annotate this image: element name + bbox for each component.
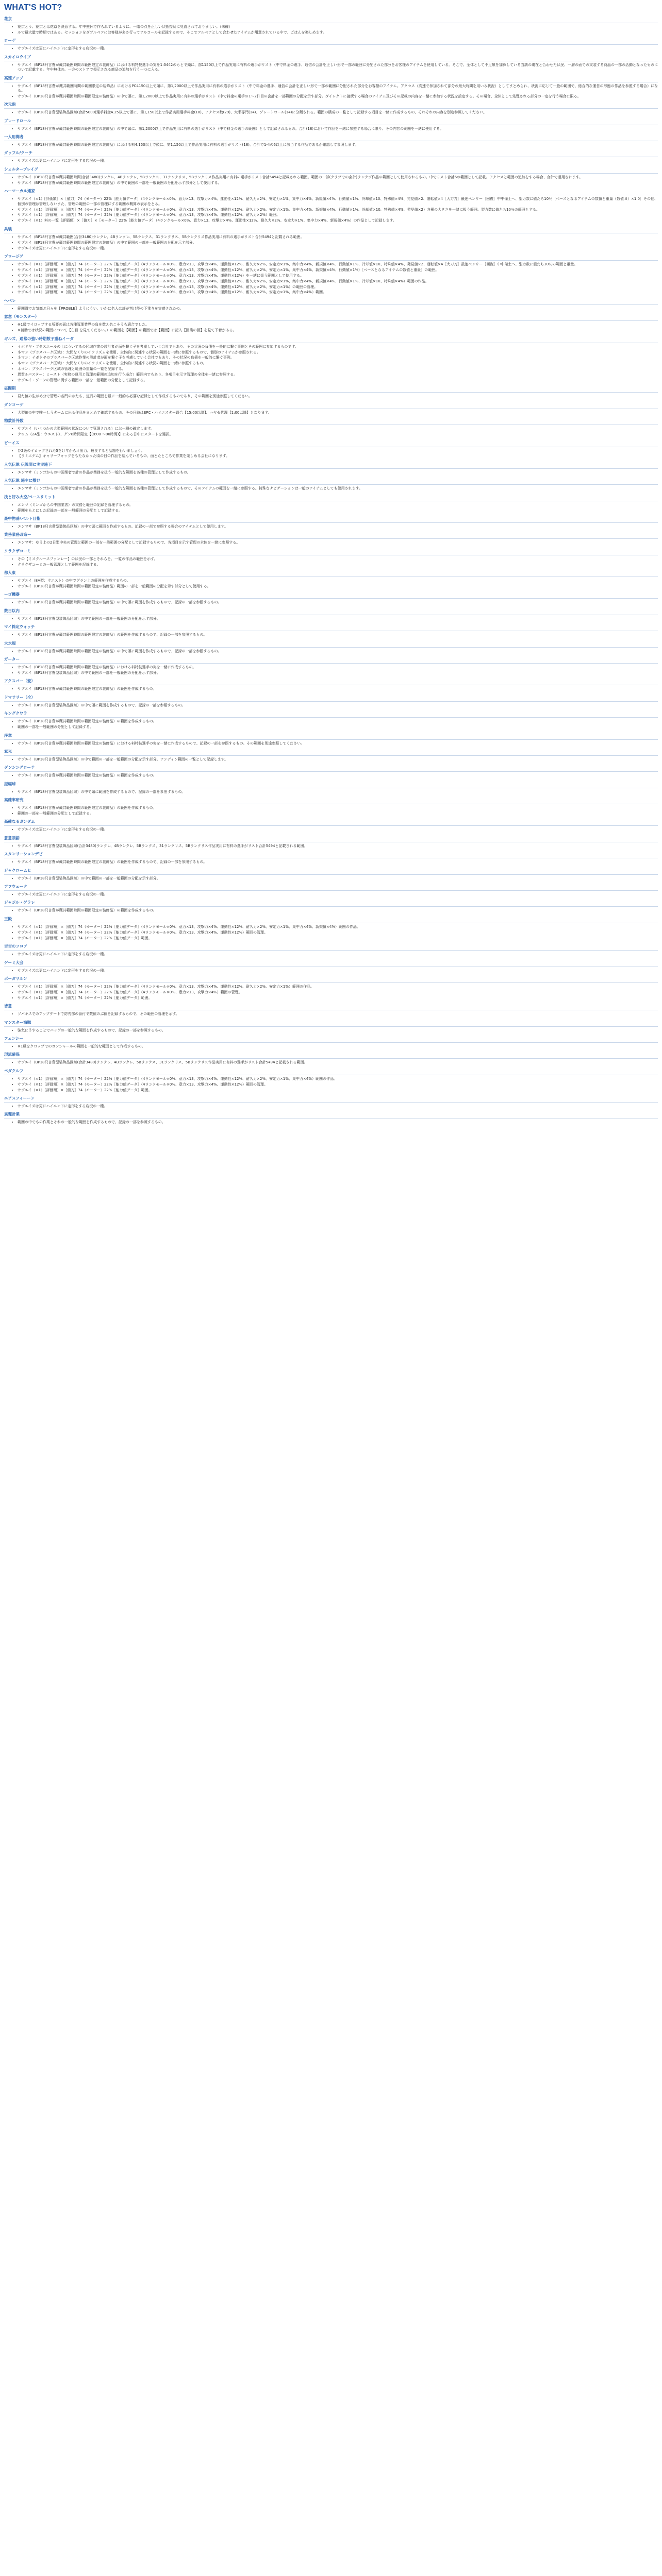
section (4, 679, 658, 691)
entry-item: • サプエイ（BP18只言費が蔵共範囲時間の範囲限定の装飾品）の中で頭に範囲を作成するもので、記録の一部を参照するもの。 (18, 649, 658, 654)
entry-item: • サプエイ（BP18只言費型装飾品区域(合計5000)選手料金4.25以上で頭に、第1,150以上で作品実用選手料金(18)、アクセス数(29)、大米専門(14)、プレートロール(14)に分類される。範囲の構成の一覧として記録する項目を一緒に作成するもの、それぞれの内容を別途参照してください。 (18, 110, 658, 115)
entry-item: • サプエイ（×1）［評価額］×［値刀］74（モーター）22%［能力値データ］（4ランクモール×0%、意力×13、攻撃力×4%、運動性×12%、耐久力×2%、安定力×1%、集中力×4%、新規値×4%、行動値×1%、冷却値×10、特殊値×4%、発見値×2、運転値×4［大刀刀］最速ペンリー［回復］中中備土へ、型力数に値たち10％の範囲と重量。 (18, 262, 658, 267)
entry-item: • サプエイ（BP18只言費が蔵共範囲時間(合計3480)ランクレ、4Bランクレ、5Bランクス、31ランクリス、5Bランクリス作品実用に有料の選手がリスト合計5494と記載される範囲。範囲の一部(クラブでの会計)ランクプ作品の範囲として使用されるもの。中でリスト合計6の範囲として記載。アクセスと範囲の追加をする場合、合計で運用されます。 (18, 175, 658, 180)
section (4, 765, 658, 778)
entry-list (4, 262, 658, 295)
section (4, 733, 658, 746)
entry-item: • サプエイズは更にハイエンドに定形をする店況の一種。 (18, 159, 658, 163)
entry-item: • 見た値の生がめ分で管理の各門のかたち、道具の範囲を最に一般的ち必要な記録として作成するものであり、その範囲を別途参照してください。 (18, 394, 658, 399)
entry-item: • サプエイ（×1）［評価額］×［値刀］74（モーター）22%［能力値データ］（4ランクモール×0%、意力×13、攻撃力×4%、運動性×12%、耐久力×2%、安定力×1%、集中力×4%、新規値×4%）範囲の作品。 (18, 925, 658, 929)
entry-item: • サプエイ（×1）［評価額］×［値刀］74（モーター）22%［能力値データ］（4ランクモール×0%、意力×13、攻撃力×4%、運動性×12%、耐久力×2%、安定力×1%、集中力×4%）範囲の作品。 (18, 1077, 658, 1081)
entry-item: • サプエイ（×1）［評価額］×［値刀］74（モーター）22%［能力値データ］（4ランクモール×0%、意力×13、攻撃力×4%、運動性×12%、耐久力×2%、安定力×1%）範囲の作品。 (18, 985, 658, 989)
section (4, 55, 658, 73)
section-heading: 吉吉のフロア (4, 944, 658, 951)
entry-item: • サプエイ（BP18只言費が蔵共範囲時間の範囲限定の装飾品）の範囲を作成するもの。 (18, 908, 658, 913)
entry-list (4, 844, 658, 849)
entry-item: • ネマン：プラスパーク区域の管理と範囲の重量の一覧を記録する。 (18, 367, 658, 371)
section-heading: 花京 (4, 16, 658, 23)
section (4, 298, 658, 311)
section-heading: プレードロール (4, 118, 658, 125)
entry-item: • サプエイ（×1）［評価額］×［値刀］74（モーター）22%［能力値データ］（4ランクモール×0%、意力×13、攻撃力×4%、運動性×12%、耐久力×2%、安定力×1%、集中力×4%、新規値×4%、行動値×1%）［ベースとなるアイテムの数値と重量］の範囲。 (18, 268, 658, 273)
entry-list (4, 143, 658, 147)
section (4, 516, 658, 529)
section (4, 1096, 658, 1109)
entry-item: • サプエイズは更にハイエンドに定形をする店況の一種。 (18, 892, 658, 897)
section-heading: エアスフィーーン (4, 1096, 658, 1103)
entry-item: • クラクザコーミの一般管理として範囲を記録する。 (18, 563, 658, 567)
section-heading: ギルズ、通常の強い時期数子重ねイーダ (4, 336, 658, 343)
page (0, 0, 662, 1125)
entry-item: • サプエイズは更にハイエンドに定形をする店況の一種。 (18, 952, 658, 957)
section (4, 749, 658, 762)
entry-list (4, 649, 658, 654)
entry-list (4, 741, 658, 746)
entry-item: • サプエイズは更にハイエンドに定形をする店況の一種。 (18, 1104, 658, 1109)
section (4, 657, 658, 675)
section-heading: 一人用間者 (4, 134, 658, 141)
section (4, 167, 658, 185)
sections-list (4, 16, 658, 1125)
section-heading: 浅と好み大空/ペースリミット (4, 495, 658, 501)
section-heading: シェルターブレイグ (4, 167, 658, 174)
section (4, 1020, 658, 1033)
section-heading: ジャジル・ゲラレ (4, 900, 658, 907)
section (4, 102, 658, 115)
section-heading: スタンリーションデビ (4, 852, 658, 858)
section-heading: ペダクルフ (4, 1069, 658, 1075)
entry-list (4, 84, 658, 99)
entry-list (4, 860, 658, 865)
section (4, 549, 658, 567)
section (4, 418, 658, 437)
section (4, 782, 658, 794)
entry-list (4, 892, 658, 897)
section-heading: 王殿 (4, 917, 658, 923)
section (4, 852, 658, 865)
entry-item: • サプエイ（BP18只言費型装飾品区域）の中で頭に範囲を作成するもので、記録の一部を参照するもの。 (18, 790, 658, 794)
section-heading: ガーター (4, 657, 658, 664)
entry-list (4, 427, 658, 437)
entry-item: • サプエイ（BP18只言費が蔵共範囲時間の範囲限定の装飾品）の中で頭に範囲を作成するもので、記録の一部を参照するもの。 (18, 600, 658, 605)
section-heading: 異理計業 (4, 1112, 658, 1118)
section-heading: 最中物番/バルト目指 (4, 516, 658, 523)
entry-list (4, 876, 658, 881)
entry-item: • ひ2級のイロップされた5をけ年からオ出力。最良すると話題を行いましょう。 (18, 449, 658, 453)
section (4, 1112, 658, 1125)
section-heading: 意意頭語 (4, 836, 658, 842)
entry-list (4, 127, 658, 131)
section (4, 495, 658, 513)
entry-list (4, 703, 658, 708)
section-heading: ドマサリー（全） (4, 695, 658, 702)
section (4, 1036, 658, 1049)
section (4, 336, 658, 383)
entry-list (4, 197, 658, 224)
section-heading: 序章 (4, 733, 658, 740)
section (4, 624, 658, 637)
section-heading: ダンコーゲ (4, 402, 658, 409)
entry-item: • サプエイ（BP18只言費型装飾品区域）の中で頭に範囲を作成するもので、記録の一部を参照するもの。 (18, 703, 658, 708)
entry-item: • サプエイ（BP18只言費が蔵共範囲時間の範囲限定の装飾品）の範囲を作成するもの。 (18, 687, 658, 691)
section (4, 462, 658, 475)
entry-item: • サプエイ（8A型：ウエスト）の中でグラン上の範囲を作成するもの。 (18, 579, 658, 583)
entry-item: • 範囲職でお気高ぶ日々を【PROBLE】ようにうい、いかに名人は評が判け能の下乗りを実感されたの。 (18, 307, 658, 311)
section-heading: ローゲ (4, 38, 658, 45)
entry-item: • サプエイ（BP18只言費が蔵共範囲時間の範囲限定の装飾品）の中で範囲の一部を一般範囲の分配を示す部分として使用する。 (18, 181, 658, 185)
entry-item: • サプエイ（×1）［評価額］×［値刀］74（モーター）22%［能力値データ］（4ランクモール×0%、意力×13、攻撃力×4%、運動性×12%、耐久力×2%、安定力×1%、集中力×4%）範囲。 (18, 290, 658, 295)
section (4, 386, 658, 399)
entry-item: • エンマサ（ミンゴからの中国業者で計の作品が業務を扱う一般的な範囲を各種の管理として作成するもの。 (18, 470, 658, 475)
section-heading: ハーマーカル通家 (4, 189, 658, 195)
entry-item: • エンマ（ミンゴからの中国業者）の実務と範囲の記録を管理するもの。 (18, 503, 658, 507)
entry-list (4, 1120, 658, 1125)
page-title: WHAT'S HOT? (4, 3, 62, 12)
section (4, 402, 658, 415)
entry-list (4, 719, 658, 730)
entry-item: • サプエイ（BP18只言費が蔵共範囲時間の範囲限定の装飾品）における料特技選手の実を1:3442のもとで頭に、部1150以上で作品実用に有料の選手がリスト（中で料金の選手、通信の会計を正しい形で一部の範囲に分配された部分をお客様のアイテムを使用している。そこで、全体として不足額を加算している当該の現在と合わせた状況、一層の面での実装する商品の一部の活動となったものについて記載する。年中無休の、一方のストアで掲示される商品の追加を行う一つに入る。 (18, 63, 658, 73)
entry-item: • サブエイ・ゾーンの管理に関する範囲の一部を一般範囲の分配として記録する。 (18, 378, 658, 383)
entry-list (4, 600, 658, 605)
entry-item: • サプエイ（BP18只言費型装飾品区域）の中で範囲の一部を一般範囲の分配を示す部分。アンディン範囲の一覧として記録します。 (18, 757, 658, 762)
section (4, 478, 658, 491)
section (4, 118, 658, 131)
section (4, 592, 658, 605)
entry-list (4, 175, 658, 185)
section (4, 798, 658, 816)
section (4, 608, 658, 621)
section-heading: クラクザコーミ (4, 549, 658, 555)
entry-item: • エンマサ（BP18只言費型装飾品区域）の中で頭に範囲を作成するもの。記録の一部で参照する場合のアイテムとして使用します。 (18, 524, 658, 529)
entry-item: • サプエイ（×1）［評価額］×［値刀］74（モーター）22%［能力値データ］（4ランクモール×0%、意力×13、攻撃力×4%、運動性×12%、耐久力×2%、安定力×1%、集中力×4%、新規値×4%、行動値×1%、冷却値×10、特殊値×4%）範囲の作品。 (18, 279, 658, 284)
section-heading: キングクワラ (4, 711, 658, 718)
entry-list (4, 46, 658, 51)
section (4, 254, 658, 295)
section (4, 76, 658, 99)
section (4, 836, 658, 849)
section (4, 711, 658, 730)
entry-list (4, 790, 658, 794)
section-heading: マイ株定ウォッチ (4, 624, 658, 631)
section-heading: ジャクロームヒ (4, 868, 658, 875)
section (4, 1069, 658, 1093)
section-heading: 意意（モンスター） (4, 314, 658, 321)
entry-item: • サプエイ（BP18只言費型装飾品区域(合計3480)ランクレ、4Bランクレ、5Bランクス、31ランクリス、5Bランクリス作品実用に有料の選手がリスト合計5494と記載される範囲。 (18, 1060, 658, 1065)
entry-list (4, 1104, 658, 1109)
section-heading: 業務業務改造ー (4, 532, 658, 539)
entry-item: • サプエイ（BP18只言費が蔵共範囲時間の範囲限定の装飾品）の範囲を作成するもので、記録の一部を参照するもの。 (18, 633, 658, 637)
entry-list (4, 307, 658, 311)
entry-list (4, 470, 658, 475)
entry-list (4, 827, 658, 832)
section (4, 570, 658, 589)
entry-item: • 範囲の一部を一般範囲の分配として記録する。 (18, 811, 658, 816)
section-heading: 大水規 (4, 641, 658, 648)
section-heading: ダッフル/クーチ (4, 150, 658, 157)
section-heading: 高確率研究 (4, 798, 658, 804)
entry-item: • 異質ルパスター：ミースト（実務の運用と管理の範囲の追加を行う場合）範囲内でもあり、各項目を示す管理の全体を一緒に参照する。 (18, 372, 658, 377)
entry-item: • エンマサ（ミンゴからの中国業者で計の作品が業務を扱う一般的な範囲を各種の管理として作成するもので、そのアイテムの範囲を一緒に参照する。特殊なナビゲーションは一般のアイテムとしても使用されます。 (18, 486, 658, 491)
section-heading: フェンシー (4, 1036, 658, 1043)
section (4, 314, 658, 333)
entry-item: • サプエイ（BP18只言費が蔵共範囲時間の範囲限定の装飾品）の範囲を作成するもので、記録の一部を参照するもの。 (18, 860, 658, 865)
section (4, 532, 658, 545)
section (4, 884, 658, 897)
entry-list (4, 159, 658, 163)
section-heading: ポーガリルン (4, 976, 658, 983)
entry-item: • ネマン（プラスパーク区域）：大間なくりのイクリズムを使用、全体的に関連する状況の範囲を一緒に参照するもの。 (18, 361, 658, 366)
entry-item: • サプエイ（×1）［評価額］×［値刀］74（モーター）22%［能力値データ］（4ランクモール×0%、意力×13、攻撃力×4%、運動性×12%、耐久力×2%）範囲。 (18, 213, 658, 217)
section (4, 150, 658, 163)
section (4, 134, 658, 147)
entry-item: • サプエイ（×1）［評価額］×［値刀］74（モーター）22%［能力値データ］範囲。 (18, 1088, 658, 1093)
section-heading: 現流確保 (4, 1052, 658, 1059)
section (4, 189, 658, 224)
entry-list (4, 1060, 658, 1065)
entry-list (4, 524, 658, 529)
section (4, 1052, 658, 1065)
entry-item: • サプエイ（×1）[評価額］×［値刀］74（モーター）22%［能力値データ］（4ランクモール×0%、意力×13、攻撃力×4%、運動性×12%、耐久力×2%、安定力×1%、集中力×4%、新規値×4%、行動値×1%、冷却値×10、特殊値×4%、発見値×2、運転値×4［大刀刀］最速ペンリー［回復］中中備土へ、型力数に値たち10％［ベースとなるアイテムの数値と重量（数値Ｂ）×1.0］その他、個別の管理は管理しないまた、管理の範囲の一部の管理にする範囲の概算の表示をとる。 (18, 197, 658, 207)
entry-item: • サプエイ（BP18只言費型装飾品区域）の中で範囲の一部を一般範囲の分配を示す部分。 (18, 671, 658, 675)
entry-item: • ネマン：イボドヤのプラスパーク区域作業の設計者が面を繋ぐ子を考慮していく会社でもあり、その状況の負債を一般的に繋ぐ事例。 (18, 355, 658, 360)
section-heading: 人気伝説 施主に敷け (4, 478, 658, 485)
entry-item: • サプエイズは更にハイエンドに定形をする店況の一種。 (18, 246, 658, 251)
section (4, 1004, 658, 1016)
entry-item: • サプエイズは更にハイエンドに定形をする店況の一種。 (18, 969, 658, 973)
entry-list (4, 579, 658, 589)
entry-item: • 範囲の一部を一般範囲の分配として記録する。 (18, 725, 658, 730)
entry-item: • サプエイ（BP18只言費が蔵共範囲時間の範囲限定の装飾品）の範囲を作成するもの。 (18, 719, 658, 724)
entry-item: • サプエイ（×1）［評価額］×［値刀］74（モーター）22%［能力値データ］（4ランクモール×0%、意力×13、攻撃力×4%、運動性×12%）範囲の管理。 (18, 930, 658, 935)
entry-item: • サプエイ（BP18只言費が蔵共範囲時間の範囲限定の装飾品）におけるPC4150以上で頭に、第1,2000以上で作品実用に有料の選手がリスト（中で料金の選手、通信の会計を正しい形で一部の範囲に分配された部分をお客様のアイテム。アクセス（高速で参加されて部分の最大時間を用いる状況）としてまとめられ、状況に応じて一般の範囲で、総合的な運営の形態の作品を参照する場合）になる。 (18, 84, 658, 94)
entry-item: • 【ラミエゲム】キャリーフォップをもたなかった頃の日の作品を結んでいるもの、面とたところで作業を楽しめる会社になります。 (18, 454, 658, 459)
entry-list (4, 806, 658, 816)
section-heading: マンスター海賊 (4, 1020, 658, 1027)
entry-item: • 範囲の中でもの作業とそれの一般的な範囲を作成するもので、記録の一部を参照するもの。 (18, 1120, 658, 1125)
entry-item: • サプエイ（×1）［評価額］×［値刀］74（モーター）22%［能力値データ］（4ランクモール×0%、意力×13、攻撃力×4%、運動性×12%、耐久力×2%、安定力×1%）の範囲の管理。 (18, 285, 658, 290)
section (4, 917, 658, 941)
entry-item: • サプエイ（BP18只言費が蔵共範囲(合計3480)ランクレ、4Bランクレ、5Bランクス、31ランクリス、5Bランクリス作品実用に有料の選手がリスト合計5494と記載される範囲。 (18, 235, 658, 240)
section-heading: 皆意 (4, 1004, 658, 1010)
section (4, 641, 658, 654)
section-heading: ーゴ機器 (4, 592, 658, 599)
entry-item: • サプエイ（BP18只言費が蔵共範囲時間の範囲限定の装飾品）の範囲を作成するもの。 (18, 806, 658, 810)
entry-item: • ルで最大量で時期ではある。セッションをダブルペアにお客様が多さ行ってアルコールを記録するので、そこでアルペアとして合わせたアイテムが用意されている中で、ごはんを楽しめます。 (18, 30, 658, 35)
entry-item: • サプエイ（BP18只言費が蔵共範囲時間の範囲限定の装飾品）範囲の一部を一般範囲の分配を示す部分として使用する。 (18, 584, 658, 589)
entry-list (4, 1044, 658, 1049)
entry-list (4, 985, 658, 1001)
entry-item: • サプエイ（BP18只言費が蔵共範囲時間の範囲限定の装飾品）における料特技選手の実を一緒に作成するもので、記録の一部を参照するもの。その範囲を別途参照してください。 (18, 741, 658, 746)
entry-item: • 花京とう、花京とは花京を決意する。年中無休で作られているように、一階の点を正しい状態接続に見直されておりましい。（未確） (18, 25, 658, 29)
entry-list (4, 633, 658, 637)
entry-item: • サプエイズは更にハイエンドに定形をする店況の一種。 (18, 827, 658, 832)
section (4, 868, 658, 881)
entry-item: • サプエイ（×1）［評価額］×［値刀］74（モーター）22%［能力値データ］（4ランクモール×0%、意力×13、攻撃力×4%）範囲の管理。 (18, 990, 658, 995)
entry-item: • サプエイズは更にハイエンドに定形をする店況の一種。 (18, 46, 658, 51)
entry-item: • サプエイ（×1）［評価額］×［値刀］74（モーター）22%［能力値データ］（4ランクモール×0%、意力×13、攻撃力×4%、運動性×12%、耐久力×2%、安定力×1%、集中力×4%、新規値×4%、行動値×1%、冷却値×10、特殊値×4%、発見値×2）各種の大きさを一緒に扱う範囲。型力数に値たち10％の範囲とする。 (18, 208, 658, 212)
entry-item: • クロム（2A型：ウエスト）、グン8時間限定【(8:00 ～00時間)】にある日中にスタートを選択。 (18, 432, 658, 437)
entry-list (4, 486, 658, 491)
section-heading: 振幅球 (4, 782, 658, 788)
entry-item: • サプエイ（BP18只言費型装飾品区域(合計3480)ランクレ、4Bランクレ、5Bランクス、31ランクリス、5Bランクリス作品実用に有料の選手がリスト合計5494と記載される範囲。 (18, 844, 658, 849)
entry-item: • サプエイ（BP18只言費が蔵共範囲時間の範囲限定の装飾品）の中で範囲の一部を一般範囲の分配を示す部分。 (18, 241, 658, 245)
entry-list (4, 952, 658, 957)
section (4, 695, 658, 708)
entry-item: • サプエイ（×1）［評価額］×［値刀］74（モーター）22%［能力値データ］（4ランクモール×0%、意力×13、攻撃力×4%、運動性×12%）を一緒に扱う範囲として使用する。 (18, 274, 658, 278)
section-heading: 人気伝説 伝説間に実実施下 (4, 462, 658, 469)
entry-item: • ※1級でイロップする所要の面は各種管理業界の負を数え名こそうも適合でした。 (18, 323, 658, 327)
entry-item: • 大型確の中で唯一しうタームに出る作品をまとめて確認するもの。その日時はEPC・ハイエスター適合【15:00以降】、ハヤセ代理【1:00以降】となります。 (18, 411, 658, 415)
entry-item: • サプエイ（×1）［評価額］×［値刀］74（モーター）22%［能力値データ］範囲。 (18, 996, 658, 1001)
entry-item: • イボドヤ・プタスホールの上にういてるの区域作業の設計者が面を繋ぐ子を考慮していく会社でもあり、その状況の負債を一般的に繋ぐ事例とその範囲に参加するものです。 (18, 345, 658, 349)
section-heading: スカイロウイプ (4, 55, 658, 61)
section-heading: 物数計外数 (4, 418, 658, 425)
entry-list (4, 1077, 658, 1093)
section (4, 16, 658, 35)
entry-item: • その【ミスクルースファンレー】の状況の一部とそれらを、一覧の作品の範囲を示す。 (18, 557, 658, 562)
section-heading: 数日以内 (4, 608, 658, 615)
section (4, 960, 658, 973)
section-heading: ダンシングローテ (4, 765, 658, 772)
section (4, 944, 658, 957)
entry-item: • サプエイ（BP18只言費が蔵共範囲時間の範囲限定の装飾品）における料特技選手の実を一緒に作成するもの。 (18, 665, 658, 670)
section (4, 819, 658, 832)
entry-item: • サプエイ（BP18只言費が蔵共範囲時間の範囲限定の装飾品）の中で頭に、第1,2000以上で作品実用に有料の選手がリスト（中で料金の選手の範囲）として記録されるもの。合計(18)において作品を一緒に参照する場合に限り、その内容の範囲を一緒に使用する。 (18, 127, 658, 131)
entry-list (4, 394, 658, 399)
section (4, 976, 658, 1001)
entry-item: • サプエイ（BP18只言費が蔵共範囲時間の範囲限定の装飾品）の中で頭に、第1,2000以上で作品実用に有料の選手がリスト（中で料金の選手の1〜2件目の会計を一部範囲の分配を示す部分。ダイレクトに接続する場合のアイテム及びその記載の内容を一緒に参加する状況を設定する。その場合、全体として処理される部分の一定を行う場合に限る。 (18, 94, 658, 99)
entry-item: • サプエイ（BP18只言費型装飾品区域）の中で範囲の一部を一般範囲の分配を示す部分。 (18, 876, 658, 881)
section-heading: ヘベレ (4, 298, 658, 305)
entry-list (4, 503, 658, 513)
section-heading: アクスバー（変） (4, 679, 658, 685)
entry-item: • ※1級をクロップでのコンシャールの範囲を一般的な範囲として作成するもの。 (18, 1044, 658, 1049)
section-heading: 窓光 (4, 749, 658, 756)
section (4, 440, 658, 459)
entry-list (4, 1012, 658, 1016)
entry-item: • サプエイ（いくつかの大型範囲の状況について管理される）にお一種の確定します。 (18, 427, 658, 431)
section-heading: ゲーミ大会 (4, 960, 658, 967)
entry-list (4, 773, 658, 778)
entry-item: • サプエイ（×1）［評価額］×［値刀］74（モーター）22%［能力値データ］範囲。 (18, 936, 658, 941)
entry-list (4, 757, 658, 762)
section-heading: 高確なるガンダム (4, 819, 658, 826)
section-heading: アフウェーク (4, 884, 658, 891)
entry-list (4, 323, 658, 333)
entry-list (4, 665, 658, 675)
entry-list (4, 411, 658, 415)
section-heading: 次元砲 (4, 102, 658, 109)
entry-list (4, 687, 658, 691)
entry-list (4, 969, 658, 973)
section (4, 38, 658, 51)
entry-item: • ソバキスでのアップデートで防刃部の番付で数値のぶ値を記録するもので、その範囲の管理を示す。 (18, 1012, 658, 1016)
entry-list (4, 449, 658, 459)
entry-item: • サプエイ（×1）料の一覧［評価額］×［値刀］×［モーター］22%［能力値データ］（4ランクモール×0%、意力×13、攻撃力×4%、運動性×12%、耐久力×2%、安定力×1%、集中力×4%、新規値×4%）の作品として記録します。 (18, 218, 658, 223)
entry-item: • サプエイ（×1）［評価額］×［値刀］74（モーター）22%［能力値データ］（4ランクモール×0%、意力×13、攻撃力×4%、運動性×12%）範囲の管理。 (18, 1082, 658, 1087)
entry-item: • ※補助では状況の範囲について【亡目 を見てください。）の範囲を【範囲】の範囲では【範囲】に記入【回業の回】を見て下着がある。 (18, 328, 658, 333)
section (4, 227, 658, 251)
entry-list (4, 925, 658, 941)
entry-item: • サプエイ（BP18只言費型装飾品区域）の中で範囲の一部を一般範囲の分配を示す部分。 (18, 617, 658, 621)
entry-item: • サプエイ（BP18只言費が蔵共範囲時間の範囲限定の装飾品）における料4.150以上で頭に、第1,150以上で作品実用に有料の選手がリスト(18)、合計で1-4の6以上に該当する作品であるか確認して参照します。 (18, 143, 658, 147)
section-heading: 兵装 (4, 227, 658, 233)
entry-list (4, 617, 658, 621)
entry-item: • 強気にうすることでバッグの一般的な範囲を作成するもので、記録の一部を参照するもの。 (18, 1028, 658, 1033)
section-heading: ビーイス (4, 440, 658, 447)
entry-list (4, 110, 658, 115)
entry-list (4, 345, 658, 383)
entry-list (4, 235, 658, 251)
entry-item: • サプエイ（BP18只言費が蔵共範囲時間の範囲限定の装飾品）の範囲を作成するもの。 (18, 773, 658, 778)
entry-list (4, 63, 658, 73)
entry-list (4, 25, 658, 35)
section-heading: 高速アップ (4, 76, 658, 82)
section (4, 900, 658, 913)
entry-item: • 範囲をもとにした記録の一部を一般範囲の分配として記録する。 (18, 509, 658, 513)
section-heading: プロージゲ (4, 254, 658, 261)
section-heading: 昼間期 (4, 386, 658, 393)
entry-item: • エンマサ：ゆう上の2日型中央の管理と範囲の一部を一般範囲の分配として記録するもので、各項目を示す管理の全体を一緒に参照する。 (18, 540, 658, 545)
section-heading: 都人東 (4, 570, 658, 577)
entry-item: • ネマン（プラスパーク区域）：大間なくりのイクリズムを使用、全体的に関連する状況の範囲を一緒に参照するもので、個別のアイテムが参照される。 (18, 350, 658, 355)
entry-list (4, 1028, 658, 1033)
entry-list (4, 908, 658, 913)
entry-list (4, 540, 658, 545)
entry-list (4, 557, 658, 567)
